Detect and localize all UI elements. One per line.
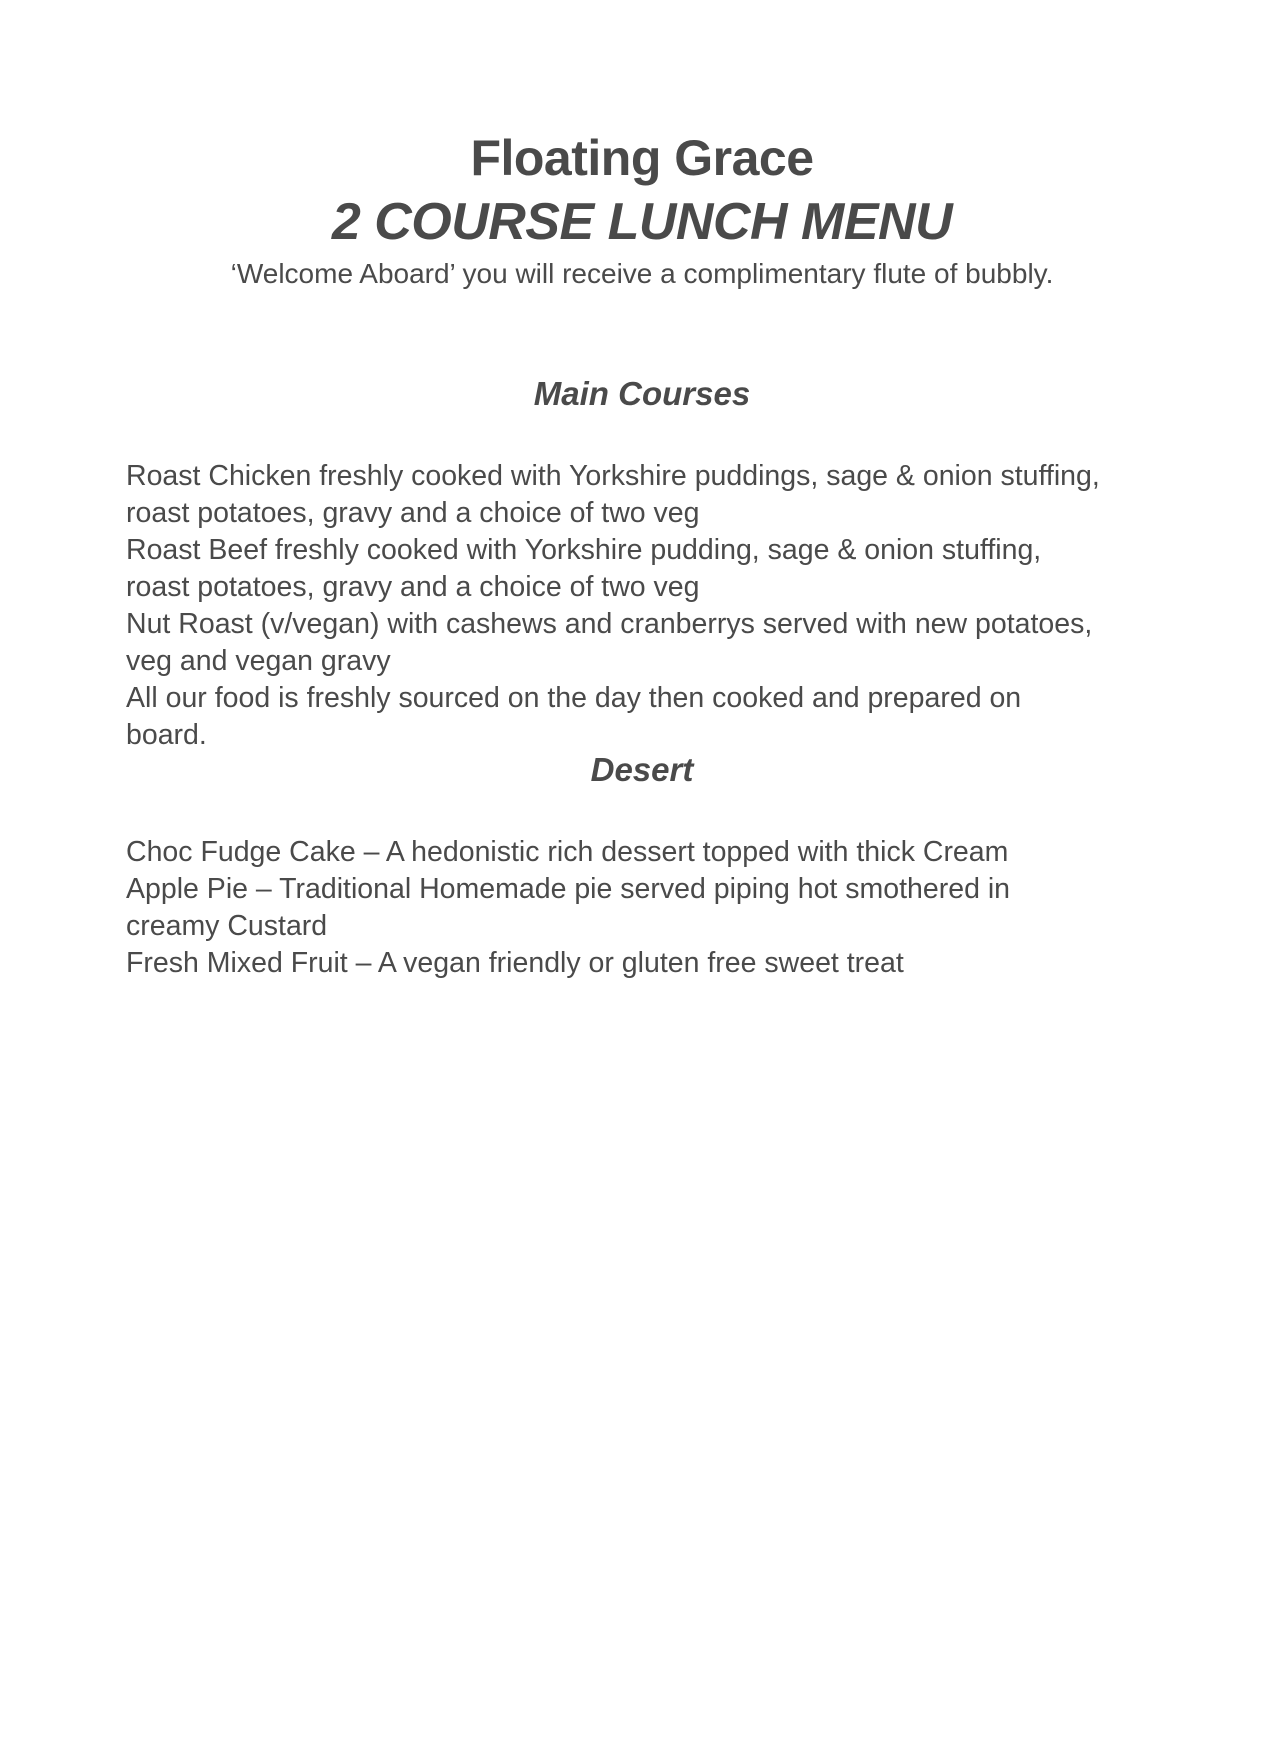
welcome-message: ‘Welcome Aboard’ you will receive a complimentary flute of bubbly. bbox=[230, 258, 1054, 289]
desert-choc-fudge-cake: Choc Fudge Cake – A hedonistic rich dessert topped with thick Cream bbox=[126, 836, 1009, 868]
menu-title: Floating Grace bbox=[470, 130, 814, 186]
main-course-roast-beef-line-2: roast potatoes, gravy and a choice of two veg bbox=[126, 571, 700, 603]
main-course-nut-roast-line-1: Nut Roast (v/vegan) with cashews and cranberrys served with new potatoes, bbox=[126, 608, 1093, 640]
food-sourcing-note-line-2: board. bbox=[126, 719, 207, 751]
main-courses-heading: Main Courses bbox=[533, 375, 751, 412]
main-courses-list bbox=[126, 458, 1186, 754]
desert-list bbox=[126, 834, 1186, 982]
main-course-roast-chicken-line-2: roast potatoes, gravy and a choice of two veg bbox=[126, 497, 700, 529]
main-course-nut-roast-line-2: veg and vegan gravy bbox=[126, 645, 391, 677]
food-sourcing-note-line-1: All our food is freshly sourced on the day then cooked and prepared on bbox=[126, 682, 1022, 714]
desert-apple-pie-line-1: Apple Pie – Traditional Homemade pie served piping hot smothered in bbox=[126, 873, 1011, 905]
desert-fresh-mixed-fruit: Fresh Mixed Fruit – A vegan friendly or gluten free sweet treat bbox=[126, 947, 904, 979]
menu-subtitle: 2 COURSE LUNCH MENU bbox=[331, 193, 953, 251]
desert-apple-pie-line-2: creamy Custard bbox=[126, 910, 328, 942]
main-course-roast-chicken-line-1: Roast Chicken freshly cooked with Yorkshire puddings, sage & onion stuffing, bbox=[126, 460, 1100, 492]
desert-heading: Desert bbox=[590, 751, 694, 788]
main-course-roast-beef-line-1: Roast Beef freshly cooked with Yorkshire pudding, sage & onion stuffing, bbox=[126, 534, 1042, 566]
